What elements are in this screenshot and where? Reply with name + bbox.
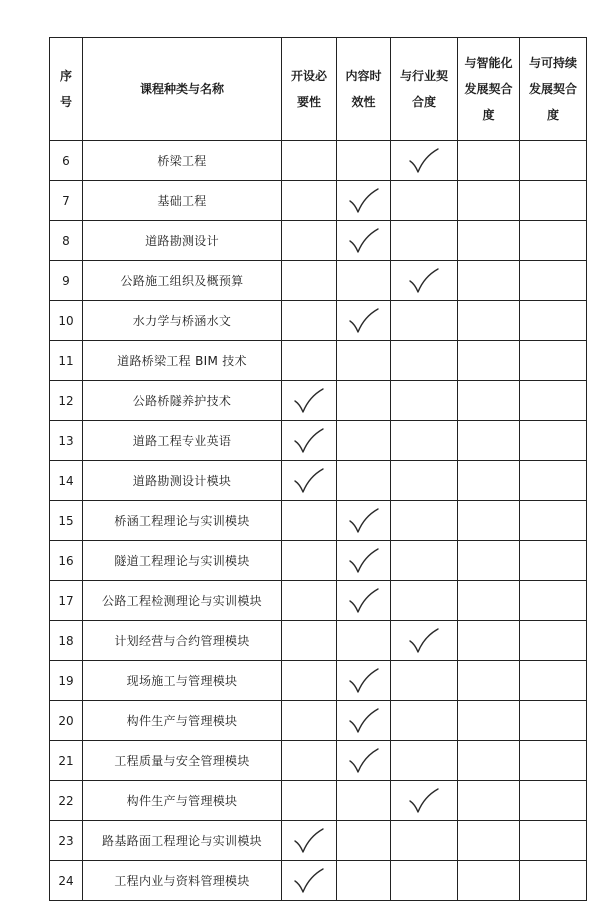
course-name: 构件生产与管理模块: [83, 781, 282, 821]
row-number: 16: [50, 541, 83, 581]
table-row: [50, 381, 587, 421]
course-name: 公路工程检测理论与实训模块: [83, 581, 282, 621]
table-header-row: [50, 38, 587, 141]
row-number: 9: [50, 261, 83, 301]
cell-sustainable: [520, 581, 587, 621]
table-row: [50, 141, 587, 181]
checkmark-icon: [407, 147, 441, 175]
cell-industry: [391, 461, 458, 501]
cell-sustainable: [520, 621, 587, 661]
cell-necessity: [282, 301, 337, 341]
cell-necessity: [282, 421, 337, 461]
cell-sustainable: [520, 381, 587, 421]
course-name: 道路勘测设计: [83, 221, 282, 261]
checkmark-icon: [347, 507, 381, 535]
checkmark-icon: [292, 427, 326, 455]
cell-timeliness: [337, 861, 391, 901]
row-number: 12: [50, 381, 83, 421]
cell-intelligent: [458, 741, 520, 781]
checkmark-icon: [347, 547, 381, 575]
course-evaluation-table: [49, 37, 587, 901]
cell-intelligent: [458, 661, 520, 701]
cell-timeliness: [337, 341, 391, 381]
cell-industry: [391, 701, 458, 741]
cell-sustainable: [520, 701, 587, 741]
checkmark-icon: [347, 747, 381, 775]
checkmark-icon: [347, 587, 381, 615]
cell-industry: [391, 861, 458, 901]
cell-timeliness: [337, 581, 391, 621]
table-row: [50, 861, 587, 901]
course-name: 公路桥隧养护技术: [83, 381, 282, 421]
course-name: 工程内业与资料管理模块: [83, 861, 282, 901]
cell-sustainable: [520, 221, 587, 261]
table-row: [50, 621, 587, 661]
cell-timeliness: [337, 501, 391, 541]
cell-sustainable: [520, 541, 587, 581]
cell-industry: [391, 501, 458, 541]
cell-intelligent: [458, 461, 520, 501]
table-row: [50, 701, 587, 741]
cell-timeliness: [337, 261, 391, 301]
cell-necessity: [282, 381, 337, 421]
checkmark-icon: [347, 227, 381, 255]
table-row: [50, 181, 587, 221]
cell-timeliness: [337, 621, 391, 661]
cell-intelligent: [458, 221, 520, 261]
table-row: [50, 581, 587, 621]
checkmark-icon: [407, 787, 441, 815]
table-row: [50, 821, 587, 861]
table-row: [50, 341, 587, 381]
cell-intelligent: [458, 421, 520, 461]
cell-timeliness: [337, 181, 391, 221]
course-name: 构件生产与管理模块: [83, 701, 282, 741]
cell-industry: [391, 181, 458, 221]
cell-timeliness: [337, 461, 391, 501]
cell-intelligent: [458, 581, 520, 621]
cell-necessity: [282, 141, 337, 181]
course-name: 基础工程: [83, 181, 282, 221]
course-name: 水力学与桥涵水文: [83, 301, 282, 341]
cell-sustainable: [520, 781, 587, 821]
cell-necessity: [282, 541, 337, 581]
cell-necessity: [282, 821, 337, 861]
course-name: 桥涵工程理论与实训模块: [83, 501, 282, 541]
row-number: 24: [50, 861, 83, 901]
cell-industry: [391, 581, 458, 621]
cell-necessity: [282, 701, 337, 741]
row-number: 17: [50, 581, 83, 621]
header-intelligent: 与智能化发展契合度: [458, 38, 520, 141]
cell-necessity: [282, 461, 337, 501]
cell-intelligent: [458, 541, 520, 581]
cell-timeliness: [337, 661, 391, 701]
cell-intelligent: [458, 301, 520, 341]
header-timeliness: 内容时效性: [337, 38, 391, 141]
table-row: [50, 221, 587, 261]
cell-necessity: [282, 861, 337, 901]
row-number: 14: [50, 461, 83, 501]
cell-sustainable: [520, 341, 587, 381]
cell-intelligent: [458, 141, 520, 181]
cell-sustainable: [520, 261, 587, 301]
cell-necessity: [282, 581, 337, 621]
checkmark-icon: [407, 627, 441, 655]
cell-intelligent: [458, 181, 520, 221]
row-number: 18: [50, 621, 83, 661]
row-number: 10: [50, 301, 83, 341]
header-necessity: 开设必要性: [282, 38, 337, 141]
header-seq: 序号: [50, 38, 83, 141]
cell-industry: [391, 741, 458, 781]
row-number: 8: [50, 221, 83, 261]
checkmark-icon: [347, 187, 381, 215]
row-number: 21: [50, 741, 83, 781]
checkmark-icon: [347, 307, 381, 335]
cell-necessity: [282, 661, 337, 701]
row-number: 19: [50, 661, 83, 701]
cell-industry: [391, 621, 458, 661]
cell-timeliness: [337, 221, 391, 261]
checkmark-icon: [292, 387, 326, 415]
checkmark-icon: [347, 667, 381, 695]
cell-sustainable: [520, 461, 587, 501]
cell-industry: [391, 381, 458, 421]
cell-sustainable: [520, 501, 587, 541]
course-name: 路基路面工程理论与实训模块: [83, 821, 282, 861]
cell-necessity: [282, 781, 337, 821]
cell-necessity: [282, 621, 337, 661]
checkmark-icon: [407, 267, 441, 295]
course-name: 道路勘测设计模块: [83, 461, 282, 501]
row-number: 20: [50, 701, 83, 741]
cell-sustainable: [520, 861, 587, 901]
cell-industry: [391, 341, 458, 381]
row-number: 22: [50, 781, 83, 821]
cell-intelligent: [458, 821, 520, 861]
cell-timeliness: [337, 701, 391, 741]
cell-industry: [391, 261, 458, 301]
cell-timeliness: [337, 781, 391, 821]
cell-intelligent: [458, 381, 520, 421]
cell-necessity: [282, 181, 337, 221]
cell-industry: [391, 301, 458, 341]
row-number: 7: [50, 181, 83, 221]
course-name: 现场施工与管理模块: [83, 661, 282, 701]
table-row: [50, 501, 587, 541]
table-row: [50, 741, 587, 781]
header-sustainable: 与可持续发展契合度: [520, 38, 587, 141]
table-row: [50, 461, 587, 501]
cell-sustainable: [520, 661, 587, 701]
cell-intelligent: [458, 261, 520, 301]
cell-sustainable: [520, 141, 587, 181]
course-name: 桥梁工程: [83, 141, 282, 181]
row-number: 11: [50, 341, 83, 381]
cell-intelligent: [458, 501, 520, 541]
checkmark-icon: [292, 867, 326, 895]
course-name: 道路桥梁工程 BIM 技术: [83, 341, 282, 381]
cell-necessity: [282, 221, 337, 261]
cell-necessity: [282, 741, 337, 781]
cell-timeliness: [337, 741, 391, 781]
cell-timeliness: [337, 821, 391, 861]
cell-sustainable: [520, 421, 587, 461]
cell-timeliness: [337, 381, 391, 421]
course-name: 计划经营与合约管理模块: [83, 621, 282, 661]
cell-intelligent: [458, 341, 520, 381]
cell-sustainable: [520, 181, 587, 221]
row-number: 13: [50, 421, 83, 461]
cell-intelligent: [458, 861, 520, 901]
row-number: 6: [50, 141, 83, 181]
checkmark-icon: [347, 707, 381, 735]
table-row: [50, 661, 587, 701]
table-row: [50, 781, 587, 821]
cell-sustainable: [520, 741, 587, 781]
cell-industry: [391, 421, 458, 461]
cell-necessity: [282, 501, 337, 541]
table-row: [50, 541, 587, 581]
cell-timeliness: [337, 301, 391, 341]
cell-industry: [391, 221, 458, 261]
cell-necessity: [282, 341, 337, 381]
cell-intelligent: [458, 621, 520, 661]
table-row: [50, 421, 587, 461]
header-industry: 与行业契合度: [391, 38, 458, 141]
header-name: 课程种类与名称: [83, 38, 282, 141]
cell-necessity: [282, 261, 337, 301]
cell-timeliness: [337, 541, 391, 581]
row-number: 23: [50, 821, 83, 861]
cell-industry: [391, 141, 458, 181]
course-name: 公路施工组织及概预算: [83, 261, 282, 301]
cell-industry: [391, 821, 458, 861]
course-name: 工程质量与安全管理模块: [83, 741, 282, 781]
cell-industry: [391, 541, 458, 581]
cell-industry: [391, 661, 458, 701]
checkmark-icon: [292, 827, 326, 855]
cell-timeliness: [337, 421, 391, 461]
row-number: 15: [50, 501, 83, 541]
table-row: [50, 261, 587, 301]
cell-timeliness: [337, 141, 391, 181]
cell-industry: [391, 781, 458, 821]
cell-sustainable: [520, 301, 587, 341]
course-name: 隧道工程理论与实训模块: [83, 541, 282, 581]
checkmark-icon: [292, 467, 326, 495]
cell-intelligent: [458, 781, 520, 821]
table-row: [50, 301, 587, 341]
cell-intelligent: [458, 701, 520, 741]
cell-sustainable: [520, 821, 587, 861]
course-name: 道路工程专业英语: [83, 421, 282, 461]
